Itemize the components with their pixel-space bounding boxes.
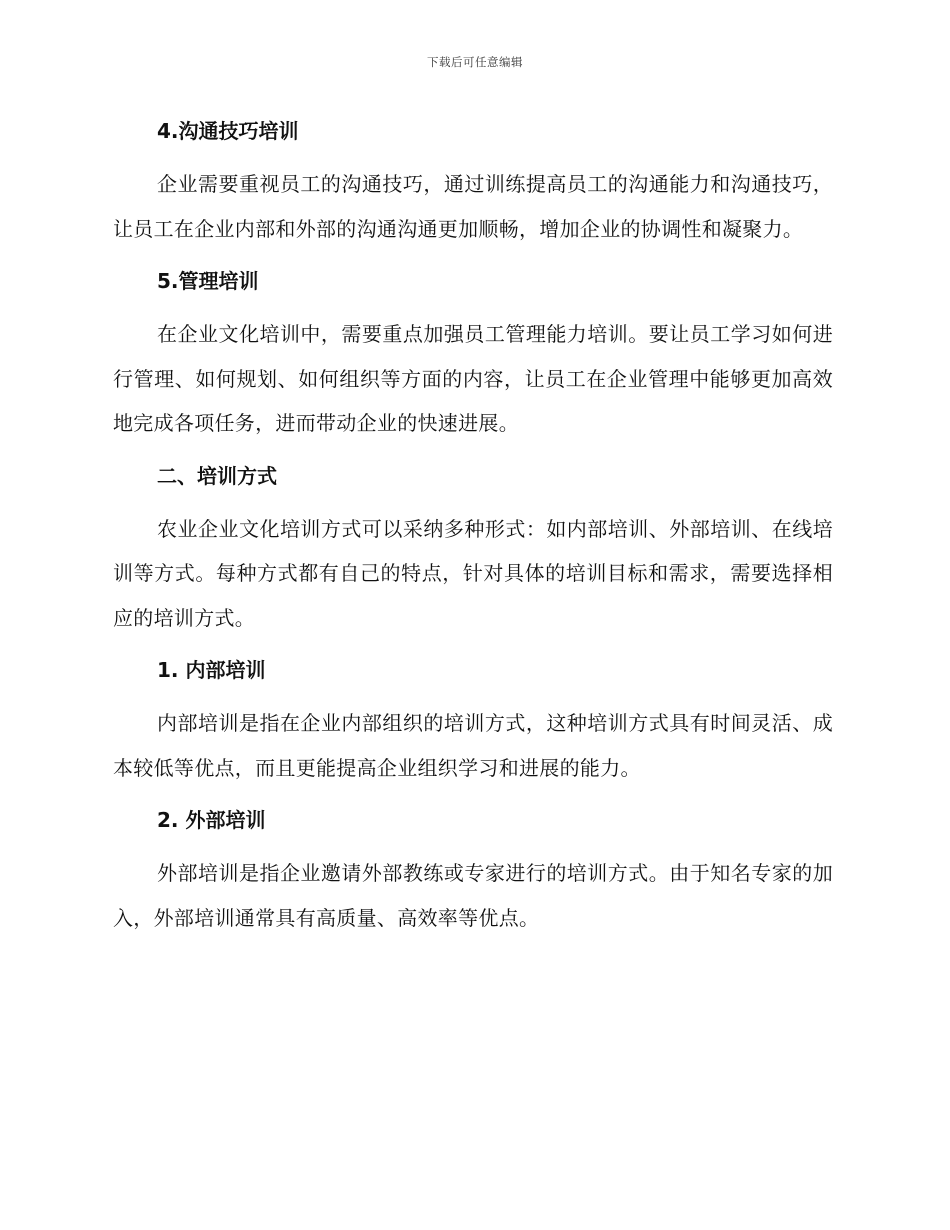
section-paragraph-internal-training: 内部培训是指在企业内部组织的培训方式，这种培训方式具有时间灵活、成本较低等优点，而且更能提高企业组织学习和进展的能力。 bbox=[113, 711, 833, 780]
section-paragraph-management: 在企业文化培训中，需要重点加强员工管理能力培训。要让员工学习如何进行管理、如何规划、如何组织等方面的内容，让员工在企业管理中能够更加高效地完成各项任务，进而带动企业的快速进展。 bbox=[113, 322, 833, 435]
section-paragraph-external-training: 外部培训是指企业邀请外部教练或专家进行的培训方式。由于知名专家的加入，外部培训通常具有高质量、高效率等优点。 bbox=[113, 861, 833, 930]
section-heading-internal-training: 1. 内部培训 bbox=[157, 658, 266, 682]
section-heading-training-methods: 二、培训方式 bbox=[157, 463, 277, 488]
section-paragraph-training-methods: 农业企业文化培训方式可以采纳多种形式：如内部培训、外部培训、在线培训等方式。每种方式都有自己的特点，针对具体的培训目标和需求，需要选择相应的培训方式。 bbox=[113, 516, 833, 630]
section-paragraph-communication: 企业需要重视员工的沟通技巧，通过训练提高员工的沟通能力和沟通技巧，让员工在企业内部和外部的沟通沟通更加顺畅，增加企业的协调性和凝聚力。 bbox=[113, 172, 833, 241]
header-note: 下载后可任意编辑 bbox=[427, 55, 523, 69]
document-body bbox=[113, 110, 833, 940]
section-heading-management: 5.管理培训 bbox=[157, 269, 259, 293]
section-heading-external-training: 2. 外部培训 bbox=[157, 808, 266, 832]
section-heading-communication: 4.沟通技巧培训 bbox=[157, 119, 299, 143]
